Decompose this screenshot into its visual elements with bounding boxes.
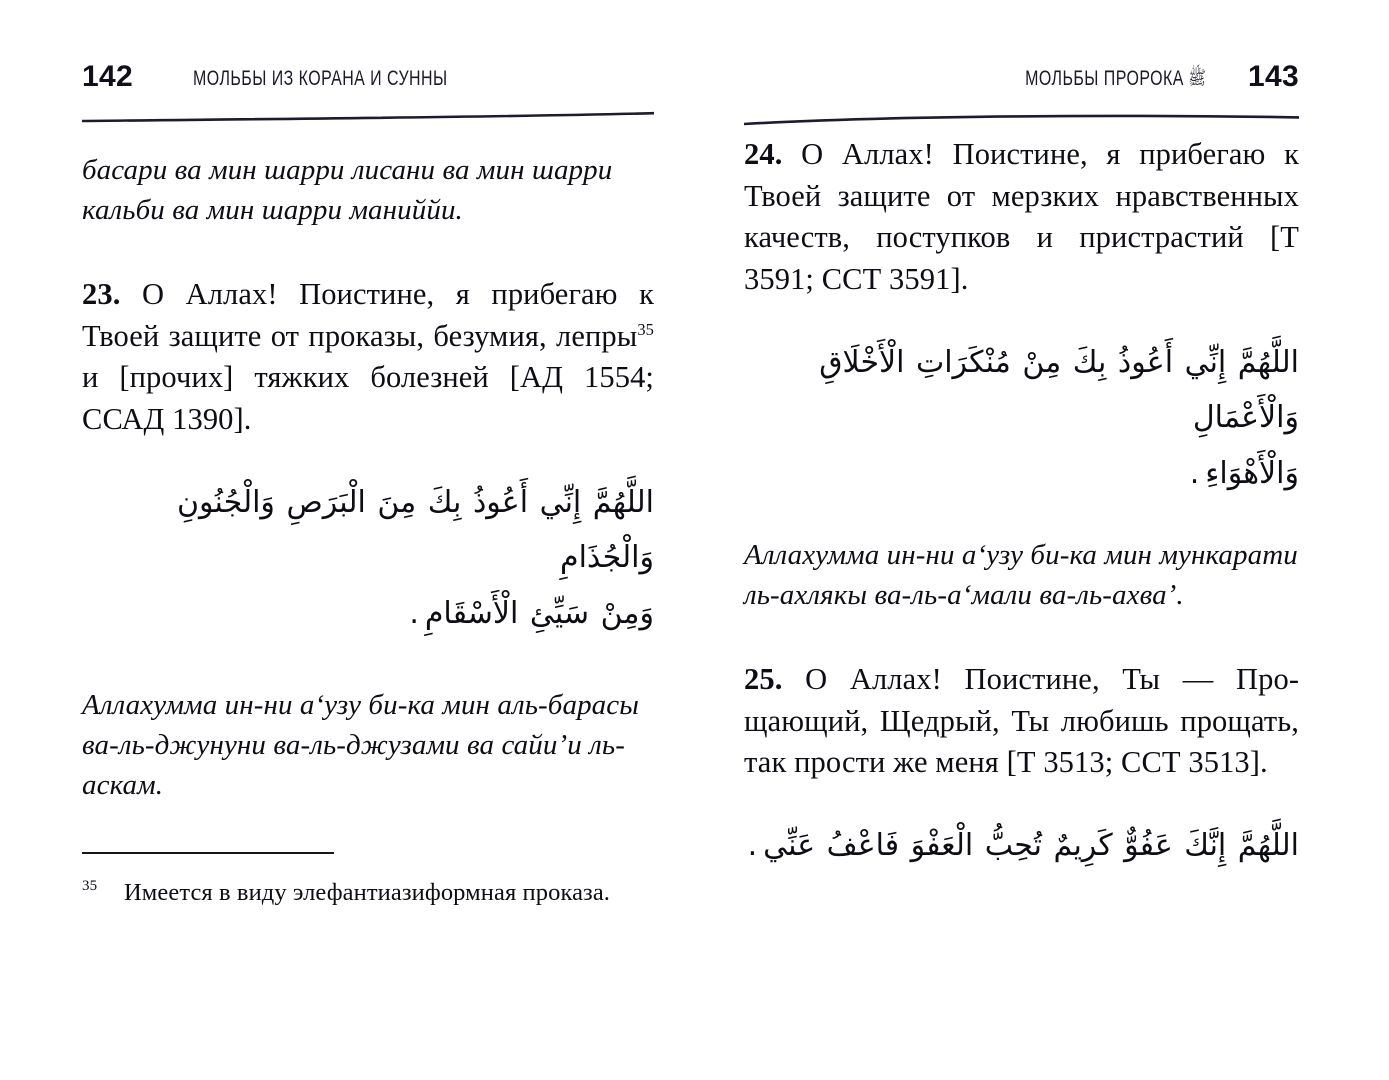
transliteration-carryover: басари ва мин шарри лисани ва мин шарри кальби ва мин шарри маниййи. [82, 154, 613, 227]
item-24-number: 24. [744, 137, 783, 171]
item-23-arabic-line-2-text: وَمِنْ سَيِّئِ الْأَسْقَامِ [424, 595, 654, 631]
left-running-title: МОЛЬБЫ ИЗ КОРАНА И СУННЫ [192, 67, 448, 90]
item-25-arabic-period: . [747, 827, 758, 863]
dua-item-23 [82, 274, 654, 441]
footnote-35-marker: 35 [82, 878, 98, 894]
item-23-text-after-footnote: и [прочих] тяжких болезней [АД 1554; ССАД 1390]. [82, 360, 654, 436]
dua-item-25 [744, 659, 1299, 784]
item-23-number: 23. [82, 277, 121, 312]
item-23-text-before-footnote: О Аллах! Поистине, я прибегаю к Твоей защите от проказы, безумия, лепры [82, 277, 654, 353]
footnote-reference-35[interactable]: 35 [637, 319, 654, 339]
right-running-title-text: МОЛЬБЫ ПРОРОКА [1025, 67, 1185, 90]
left-folio-number: 142 [82, 60, 133, 93]
item-24-arabic-line-2 [744, 446, 1299, 502]
left-text-column [82, 150, 654, 805]
left-running-header [82, 62, 654, 124]
dua-item-24-arabic [744, 335, 1299, 502]
right-folio-number: 143 [1248, 60, 1299, 93]
item-24-text: О Аллах! Поистине, я прибегаю к Твоей защите от мерзких нравственных качеств, поступков и пристрастий [Т 3591; ССТ 3591]. [744, 137, 1299, 296]
item-24-arabic-period: . [1189, 455, 1200, 491]
item-23-arabic-line-2 [82, 586, 654, 642]
item-24-arabic-line-2-text: وَالْأَهْوَاءِ [1205, 455, 1299, 491]
footnote-separator-rule [82, 852, 334, 854]
right-text-column [744, 134, 1299, 873]
dua-item-25-arabic [744, 818, 1299, 874]
dua-item-23-arabic [82, 475, 654, 642]
salawat-icon: ﷺ [1188, 68, 1207, 89]
right-running-title [1025, 68, 1206, 89]
right-page [694, 0, 1389, 1080]
left-page [0, 0, 694, 1080]
item-23-arabic-period: . [409, 595, 419, 631]
right-header-rule [744, 110, 1299, 126]
dua-item-23-transliteration: Аллахумма ин-ни а‘узу би-ка мин аль-барасы ва-ль-джунуни ва-ль-джузами ва сайи’и ль-аскам. [82, 689, 639, 802]
item-25-text: О Аллах! Поистине, Ты — Прощающий, Щедрый, Ты любишь прощать, так прости же меня [Т 3513; ССТ 3513]. [744, 662, 1299, 780]
footnote-35 [82, 876, 654, 909]
right-running-header [744, 62, 1299, 124]
footnote-35-text: Имеется в виду элефантиазиформная проказа. [124, 879, 611, 906]
item-25-number: 25. [744, 662, 783, 697]
item-23-arabic-line-1: اللَّهُمَّ إِنِّي أَعُوذُ بِكَ مِنَ الْبَرَصِ وَالْجُنُونِ وَالْجُذَامِ [177, 484, 654, 576]
dua-item-24 [744, 134, 1299, 301]
item-25-arabic-line-1-text: اللَّهُمَّ إِنَّكَ عَفُوٌّ كَرِيمٌ تُحِبُّ الْعَفْوَ فَاعْفُ عَنِّي [763, 827, 1299, 863]
left-header-rule [82, 110, 654, 126]
footnote-zone [82, 852, 654, 909]
item-25-arabic-line-1 [744, 818, 1299, 874]
dua-item-24-transliteration: Аллахумма ин-ни а‘узу би-ка мин мункарати ль-ахлякы ва-ль-а‘мали ва-ль-ахва’. [744, 539, 1298, 612]
item-24-arabic-line-1: اللَّهُمَّ إِنِّي أَعُوذُ بِكَ مِنْ مُنْكَرَاتِ الْأَخْلَاقِ وَالْأَعْمَالِ [819, 344, 1299, 435]
